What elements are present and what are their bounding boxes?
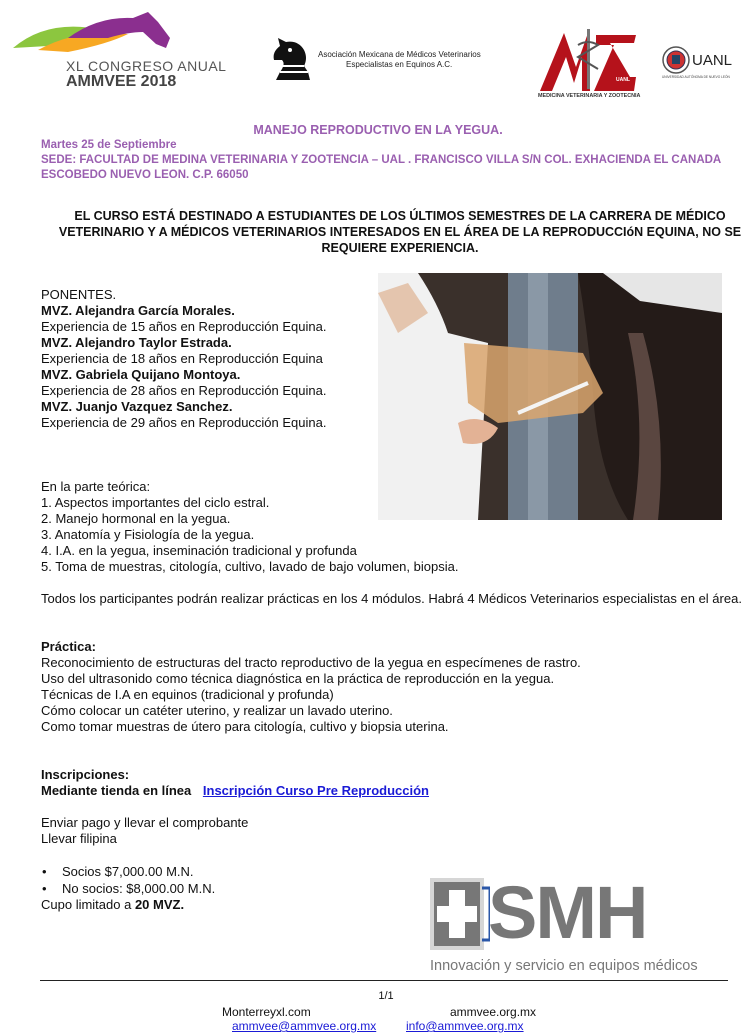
price-list bbox=[40, 863, 215, 897]
course-venue: SEDE: FACULTAD DE MEDINA VETERINARIA Y ZOOTENCIA – UAL . FRANCISCO VILLA S/N COL. EXHACIENDA EL CANADA ESCOBEDO NUEVO LEON. C.P. 66050 bbox=[41, 154, 721, 181]
horse-chess-knight-icon bbox=[268, 36, 318, 82]
horse-head-logo-icon bbox=[8, 8, 178, 58]
footer-site1: Monterreyxl.com bbox=[222, 1005, 311, 1019]
association-line1: Asociación Mexicana de Médicos Veterinarios bbox=[318, 50, 481, 59]
participants-note: Todos los participantes podrán realizar prácticas en los 4 módulos. Habrá 4 Médicos Veterinarios especialistas en el área. bbox=[41, 591, 742, 606]
footer-site2: ammvee.org.mx bbox=[450, 1005, 537, 1019]
practice-item: Técnicas de I.A en equinos (tradicional y profunda) bbox=[41, 687, 334, 702]
course-date: Martes 25 de Septiembre bbox=[41, 139, 177, 151]
theory-item: 1. Aspectos importantes del ciclo estral. bbox=[41, 495, 270, 510]
congress-line1: XL CONGRESO ANUAL bbox=[66, 58, 227, 74]
speaker-name: MVZ. Alejandro Taylor Estrada. bbox=[41, 335, 232, 350]
registration-online-label: Mediante tienda en línea bbox=[41, 783, 192, 798]
footer-email-ammvee[interactable]: ammvee@ammvee.org.mx bbox=[232, 1019, 377, 1033]
speaker-experience: Experiencia de 29 años en Reproducción Equina. bbox=[41, 415, 327, 430]
congress-logo bbox=[8, 8, 233, 90]
payment-line: Enviar pago y llevar el comprobante bbox=[41, 815, 249, 830]
speaker-experience: Experiencia de 28 años en Reproducción Equina. bbox=[41, 383, 327, 398]
price-item-nonmembers: • No socios: $8,000.00 M.N. bbox=[40, 880, 215, 897]
practice-item: Reconocimiento de estructuras del tracto reproductivo de la yegua en especímenes de rastro. bbox=[41, 655, 581, 670]
speaker-experience: Experiencia de 15 años en Reproducción Equina. bbox=[41, 319, 327, 334]
theory-item: 4. I.A. en la yegua, inseminación tradicional y profunda bbox=[41, 543, 357, 558]
uanl-logo bbox=[660, 46, 754, 82]
uanl-subtext: UNIVERSIDAD AUTÓNOMA DE NUEVO LEÓN bbox=[662, 75, 730, 79]
faculty-logo bbox=[538, 27, 641, 102]
speaker-name: MVZ. Juanjo Vazquez Sanchez. bbox=[41, 399, 233, 414]
theory-item: 2. Manejo hormonal en la yegua. bbox=[41, 511, 231, 526]
association-logo bbox=[268, 36, 508, 86]
practice-item: Cómo colocar un catéter uterino, y realizar un lavado uterino. bbox=[41, 703, 393, 718]
speaker-name: MVZ. Alejandra García Morales. bbox=[41, 303, 235, 318]
congress-line2: AMMVEE 2018 bbox=[66, 73, 177, 90]
course-audience: EL CURSO ESTÁ DESTINADO A ESTUDIANTES DE LOS ÚLTIMOS SEMESTRES DE LA CARRERA DE MÉDICO VETERINARIO Y A MÉDICOS VETERINARIOS INTERESADOS EN EL ÁREA DE LA REPRODUCCIóN EQUINA, NO SE REQUIERE EXPERIENCIA. bbox=[58, 209, 742, 255]
footer-divider bbox=[40, 980, 728, 981]
cupo-prefix: Cupo limitado a bbox=[41, 897, 135, 912]
practice-item: Uso del ultrasonido como técnica diagnóstica en la práctica de reproducción en la yegua. bbox=[41, 671, 555, 686]
association-line2: Especialistas en Equinos A.C. bbox=[346, 60, 453, 69]
course-title: MANEJO REPRODUCTIVO EN LA YEGUA. bbox=[253, 123, 503, 137]
practice-heading: Práctica: bbox=[41, 639, 96, 654]
cupo-value: 20 MVZ. bbox=[134, 897, 185, 912]
payment-line: Llevar filipina bbox=[41, 831, 117, 846]
caduceus-mvz-logo-icon bbox=[538, 27, 638, 93]
veterinarian-photo bbox=[378, 273, 722, 520]
practice-item: Como tomar muestras de útero para citología, cultivo y biopsia uterina. bbox=[41, 719, 449, 734]
faculty-text: MEDICINA VETERINARIA Y ZOOTECNIA bbox=[538, 93, 641, 99]
theory-item: 3. Anatomía y Fisiología de la yegua. bbox=[41, 527, 255, 542]
speakers-heading: PONENTES. bbox=[41, 287, 117, 302]
footer-page: 1/1 bbox=[378, 990, 394, 1002]
registration-online bbox=[41, 783, 429, 799]
speaker-name: MVZ. Gabriela Quijano Montoya. bbox=[41, 367, 241, 382]
sponsor-name: SMH bbox=[488, 871, 647, 954]
registration-heading: Inscripciones: bbox=[41, 767, 130, 782]
sponsor-tagline: Innovación y servicio en equipos médicos bbox=[430, 958, 698, 974]
cupo-line bbox=[41, 897, 184, 913]
medical-cross-logo-icon bbox=[430, 878, 490, 952]
theory-item: 5. Toma de muestras, citología, cultivo, lavado de bajo volumen, biopsia. bbox=[41, 559, 459, 574]
sponsor-logo bbox=[430, 871, 720, 978]
footer-email-info[interactable]: info@ammvee.org.mx bbox=[406, 1019, 524, 1033]
price-item-members: • Socios $7,000.00 M.N. bbox=[40, 863, 215, 880]
theory-heading: En la parte teórica: bbox=[41, 479, 151, 494]
registration-link[interactable]: Inscripción Curso Pre Reproducción bbox=[202, 783, 429, 798]
university-seal-icon bbox=[662, 46, 690, 74]
uanl-text: UANL bbox=[692, 52, 733, 69]
veterinarian-insemination-photo-icon bbox=[378, 273, 722, 520]
faculty-badge: UANL bbox=[616, 77, 630, 83]
speaker-experience: Experiencia de 18 años en Reproducción Equina bbox=[41, 351, 323, 366]
